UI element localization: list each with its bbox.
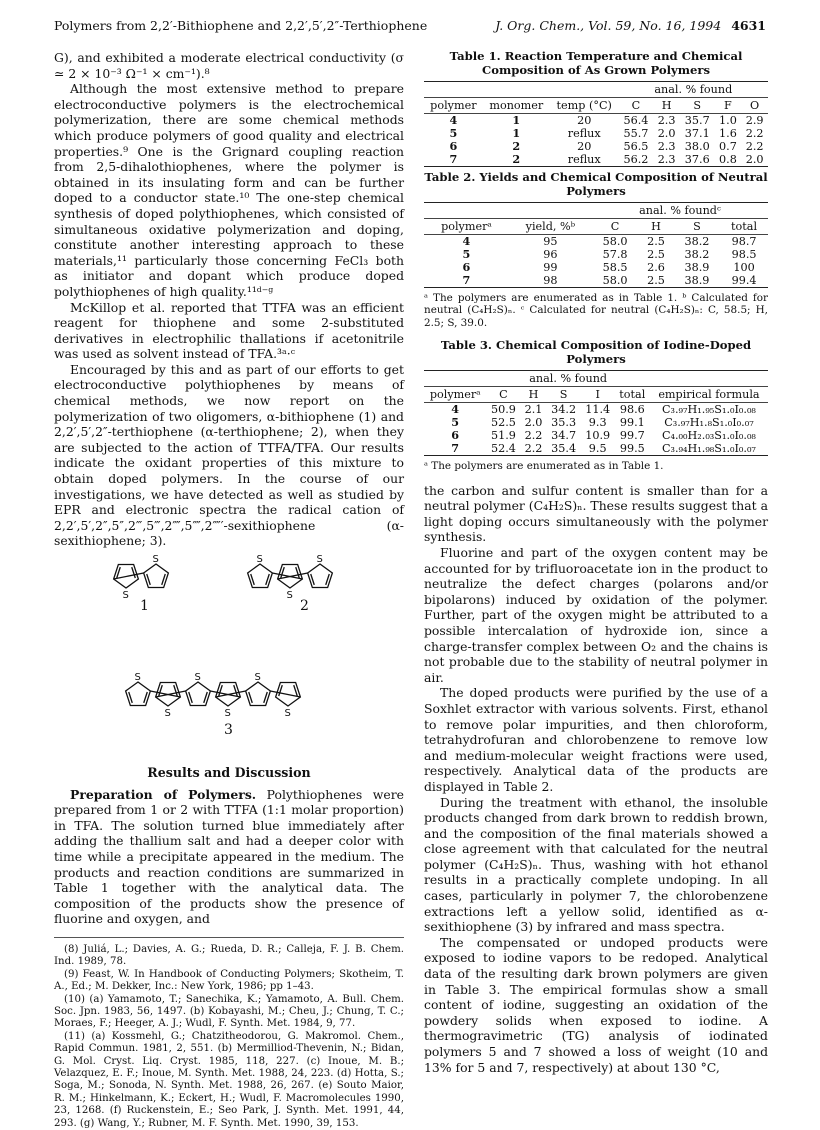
table-cell: 5 — [462, 247, 471, 261]
table-cell: 56.2 — [623, 153, 649, 166]
table-cell: 99.1 — [619, 416, 645, 430]
table-cell: 38.2 — [684, 248, 710, 261]
references — [54, 937, 404, 1130]
table-header-cell: polymer — [424, 98, 483, 114]
table-cell: 2.1 — [524, 403, 543, 417]
table-cell: 52.5 — [490, 416, 516, 430]
table-cell: 11.4 — [585, 403, 611, 417]
table-cell: 4 — [451, 402, 460, 417]
paragraph-text: Polythiophenes were prepared from 1 or 2 with TTFA (1:1 molar proportion) in TFA. The solution turned blue immediately after adding the thallium salt and had a deeper color with time while a precipitate appeared in the medium. The products and reaction conditions are summarized in Table 1 together with the analytical data. The composition of the products show the presence of fluorine and oxygen, and — [54, 786, 404, 927]
table-header-cell: total — [720, 219, 768, 235]
table-cell: 99.4 — [731, 274, 757, 287]
table-cell: 99.5 — [619, 442, 645, 456]
table-cell: C₃.₉₇H₁.₉₅S₁.₀I₀.₀₈ — [661, 403, 756, 417]
table-cell: 52.4 — [490, 442, 516, 456]
table-row — [424, 442, 768, 455]
table3-caption: Table 3. Chemical Composition of Iodine-Doped Polymers — [440, 338, 752, 366]
table-cell: 1 — [512, 126, 521, 140]
table-cell: 37.6 — [684, 153, 710, 166]
right-column — [424, 50, 768, 1075]
table3-footnote: ᵃ The polymers are enumerated as in Table 1. — [424, 460, 664, 473]
table-cell: 34.2 — [551, 403, 577, 417]
table-cell: 20 — [577, 114, 592, 127]
table-cell: 2.5 — [647, 274, 665, 287]
sulfur-atom-label: S — [256, 555, 263, 565]
table-cell: 2.6 — [647, 261, 665, 274]
paragraph: The doped products were purified by the use of a Soxhlet extractor with various solvents. First, ethanol to remove polar impurities, and then chloroform, tetrahydrofuran and chlorobenzene to remove low and medium-molecular weight fractions were used, respectively. Analytical data of the products are displayed in Table 2. — [424, 685, 768, 794]
table-cell: 56.4 — [623, 114, 649, 127]
table-header-cell: S — [680, 98, 715, 114]
table-cell: C₄.₀₀H₂.₀₃S₁.₀I₀.₀₈ — [661, 429, 756, 443]
table-row — [424, 248, 768, 261]
sulfur-atom-label: S — [284, 708, 291, 719]
table-cell: 4 — [462, 234, 471, 248]
paragraph: the carbon and sulfur content is smaller than for a neutral polymer (C₄H₂S)ₙ. These results suggest that a light doping occurs simultaneously with the polymer synthesis. — [424, 482, 768, 545]
table-cell: 51.9 — [490, 429, 516, 443]
table-cell: 2.3 — [657, 140, 676, 153]
table3-group-header: anal. % found — [486, 371, 649, 387]
chemical-structures — [54, 555, 404, 755]
table-cell: 7 — [451, 441, 460, 456]
table-header-cell: total — [615, 387, 650, 403]
table-cell: 56.5 — [623, 140, 649, 153]
table-cell: 35.4 — [551, 442, 577, 456]
table-header-cell: I — [581, 387, 615, 403]
table-cell: 98.7 — [731, 235, 757, 248]
table-cell: 98.6 — [619, 403, 645, 417]
sulfur-atom-label: S — [164, 708, 171, 719]
table-cell: 1.0 — [719, 114, 737, 127]
table-cell: 98.5 — [731, 248, 757, 261]
table-cell: 2.5 — [647, 235, 665, 248]
table-header-cell: C — [486, 387, 520, 403]
table1-group-header: anal. % found — [619, 82, 768, 98]
table-cell: 38.2 — [684, 235, 710, 248]
table-header-cell: C — [592, 219, 638, 235]
table-cell: 35.3 — [551, 416, 577, 430]
left-column — [54, 50, 404, 1130]
paragraph: Encouraged by this and as part of our efforts to get electroconductive polythiophenes by means of chemical methods, we now report on the polymerization of two oligomers, α-bithiophene (1) and 2,2′,5′,2″-terthiophene (α-terthiophene; 2), when they are subjected to the action of TTFA/TFA. Our results indicate the oxidant properties of this mixture to obtain doped polymers. In the course of our investigations, we have detected as well as studied by EPR and electronic spectra the radical cation of 2,2′,5′,2″,5″,2‴,5‴,2⁗,5⁗,2⁗′-sexithiophene (α-sexithiophene; 3). — [54, 361, 404, 549]
table-header-cell: H — [653, 98, 680, 114]
table1 — [424, 81, 768, 167]
sulfur-atom-label: S — [286, 590, 293, 601]
table-row — [424, 429, 768, 442]
table-cell: 10.9 — [585, 429, 611, 443]
table1-caption: Table 1. Reaction Temperature and Chemical Composition of As Grown Polymers — [449, 49, 743, 77]
table-row — [424, 274, 768, 287]
table3-header-row — [424, 387, 768, 403]
table-cell: 2.0 — [524, 416, 543, 430]
table-header-cell: polymerᵃ — [424, 219, 509, 235]
reference-item: (9) Feast, W. In Handbook of Conducting Polymers; Skotheim, T. A., Ed.; M. Dekker, Inc.: New York, 1986; pp 1–43. — [54, 968, 404, 993]
reference-item: (10) (a) Yamamoto, T.; Sanechika, K.; Yamamoto, A. Bull. Chem. Soc. Jpn. 1983, 56, 1497. (b) Kobayashi, M.; Cheu, J.; Chung, T. C.; Moraes, F.; Heeger, A. J.; Wudl, F. Synth. Met. 1984, 9, 77. — [54, 993, 404, 1030]
paragraph: During the treatment with ethanol, the insoluble products changed from dark brown to reddish brown, and the composition of the final materials showed a close agreement with that calculated for the neutral polymer (C₄H₂S)ₙ. Thus, washing with hot ethanol results in a practically complete undoping. In all cases, particularly in polymer 7, the chlorobenzene extractions left a yellow solid, identified as α-sexithiophene (3) by infrared and mass spectra. — [424, 794, 768, 935]
table-header-cell: S — [674, 219, 720, 235]
table-cell: 100 — [733, 261, 755, 274]
paragraph: Fluorine and part of the oxygen content may be accounted for by trifluoroacetate ion in the product to neutralize the defect charges (polarons and/or bipolarons) induced by oxidation of the polymer. Further, part of the oxygen might be attributed to a possible intercalation of hydroxide ion, since a charge-transfer complex between O₂ and the chains is not probable due to the stability of neutral polymer in air. — [424, 545, 768, 685]
table2-caption: Table 2. Yields and Chemical Composition of Neutral Polymers — [424, 170, 768, 198]
table-header-cell: temp (°C) — [550, 98, 619, 114]
table-cell: 0.8 — [719, 153, 737, 166]
subsection-heading: Preparation of Polymers. — [70, 786, 257, 802]
table-cell: 34.7 — [551, 429, 577, 443]
table-cell: 2 — [512, 152, 521, 166]
table-cell: 58.5 — [602, 261, 628, 274]
paragraph: McKillop et al. reported that TTFA was an efficient reagent for thiophene and some 2-substituted derivatives in electrophilic thallations if acetonitrile was used as solvent instead of TFA.³ᵃ·ᶜ — [54, 299, 404, 362]
sulfur-atom-label: S — [122, 590, 129, 601]
table-cell: 2 — [512, 139, 521, 153]
table-cell: 1 — [512, 113, 521, 127]
table-cell: 6 — [449, 139, 458, 153]
table-row — [424, 403, 768, 417]
table-header-cell: monomer — [483, 98, 550, 114]
sulfur-atom-label: S — [134, 672, 141, 683]
table-cell: 9.5 — [588, 442, 607, 456]
table-cell: 2.0 — [657, 127, 676, 140]
paragraph: Although the most extensive method to prepare electroconductive polymers is the electrochemical polymerization, there are some chemical methods which produce polymers of good quality and electrical properties.⁹ One is the Grignard coupling reaction from 2,5-dihalothiophenes, where the polymer is obtained in its insulating form and can be further doped to a conductor state.¹⁰ The one-step chemical synthesis of doped polythiophenes, which consisted of simultaneous oxidative polymerization and doping, constitute another interesting approach to these materials,¹¹ particularly those concerning FeCl₃ both as initiator and dopant which produce doped polythiophenes of high quality.¹¹ᵈ⁻ᵍ — [54, 81, 404, 299]
table-cell: 0.7 — [719, 140, 737, 153]
table-cell: 96 — [543, 248, 558, 261]
table-cell: 2.2 — [524, 442, 543, 456]
table-cell: 2.2 — [524, 429, 543, 443]
reference-item: (11) (a) Kossmehl, G.; Chatzitheodorou, G. Makromol. Chem., Rapid Commun. 1981, 2, 551. (b) Mermilliod-Thevenin, N.; Bidan, G. Mol. Cryst. Liq. Cryst. 1985, 118, 227. (c) Inoue, M. B.; Velazquez, E. F.; Inoue, M. Synth. Met. 1988, 24, 223. (d) Hotta, S.; Soga, M.; Sonoda, N. Synth. Met. 1988, 26, 267. (e) Souto Maior, R. M.; Hinkelmann, K.; Eckert, H.; Wudl, F. Macromolecules 1990, 23, 1268. (f) Ruckenstein, E.; Seo Park, J. Synth. Met. 1991, 44, 293. (g) Wang, Y.; Rubner, M. F. Synth. Met. 1990, 39, 153. — [54, 1030, 404, 1129]
paragraph: G), and exhibited a moderate electrical conductivity (σ ≃ 2 × 10⁻³ Ω⁻¹ × cm⁻¹).⁸ — [54, 50, 404, 81]
sulfur-atom-label: S — [152, 555, 159, 565]
table-cell: reflux — [567, 153, 601, 166]
table-header-cell: H — [520, 387, 546, 403]
table-cell: 55.7 — [623, 127, 649, 140]
table-cell: 38.9 — [684, 261, 710, 274]
table-header-cell: yield, %ᵇ — [509, 219, 592, 235]
table-header-cell: H — [638, 219, 674, 235]
table3 — [424, 370, 768, 456]
page-number: 4631 — [731, 18, 766, 33]
table-cell: 2.3 — [657, 153, 676, 166]
table-header-cell: polymerᵃ — [424, 387, 486, 403]
table-cell: 4 — [449, 113, 458, 127]
table2 — [424, 202, 768, 288]
table-header-cell: empirical formula — [650, 387, 768, 403]
table-row — [424, 261, 768, 274]
table-cell: 58.0 — [602, 274, 628, 287]
sulfur-atom-label: S — [224, 708, 231, 719]
table2-header-row — [424, 219, 768, 235]
table-cell: 99.7 — [619, 429, 645, 443]
table-cell: 2.9 — [745, 114, 764, 127]
table-cell: 6 — [462, 260, 471, 274]
sulfur-atom-label: S — [194, 672, 201, 683]
table-cell: 57.8 — [602, 248, 628, 261]
table-header-cell: S — [547, 387, 581, 403]
table-cell: 35.7 — [684, 114, 710, 127]
reference-item: (8) Juliá, L.; Davies, A. G.; Rueda, D. R.; Calleja, F. J. B. Chem. Ind. 1989, 78. — [54, 943, 404, 968]
table-row — [424, 153, 768, 166]
table-cell: 50.9 — [490, 403, 516, 417]
table-cell: 38.9 — [684, 274, 710, 287]
table-cell: C₃.₉₄H₁.₉₈S₁.₀I₀.₀₇ — [661, 442, 756, 456]
table-cell: 98 — [543, 274, 558, 287]
table-cell: 1.6 — [719, 127, 737, 140]
journal-citation: J. Org. Chem., Vol. 59, No. 16, 1994 — [495, 18, 722, 33]
table-row — [424, 140, 768, 153]
table-cell: 7 — [462, 273, 471, 287]
table-header-cell: C — [619, 98, 654, 114]
section-heading: Results and Discussion — [147, 765, 311, 780]
table1-header-row — [424, 98, 768, 114]
table-header-cell: F — [715, 98, 742, 114]
table-row — [424, 127, 768, 140]
structure-label-3: 3 — [224, 722, 233, 738]
table-cell: 5 — [449, 126, 458, 140]
header-journal — [495, 18, 766, 33]
table-cell: 2.3 — [657, 114, 676, 127]
table-row — [424, 235, 768, 249]
structure-label-2: 2 — [300, 598, 309, 614]
table2-group-header: anal. % foundᶜ — [592, 203, 768, 219]
header-title: Polymers from 2,2′-Bithiophene and 2,2′,5′,2″-Terthiophene — [54, 18, 428, 33]
table-cell: C₃.₉₇H₁.₈S₁.₀I₀.₀₇ — [664, 416, 754, 430]
table-cell: 95 — [543, 235, 558, 248]
table-cell: 9.3 — [588, 416, 607, 430]
table-cell: 37.1 — [684, 127, 710, 140]
table-cell: 2.5 — [647, 248, 665, 261]
structure-label-1: 1 — [140, 598, 149, 614]
table-cell: 99 — [543, 261, 558, 274]
table-cell: 2.0 — [745, 153, 764, 166]
running-header — [54, 18, 766, 36]
table-cell: 6 — [451, 428, 460, 443]
table-cell: 2.2 — [745, 140, 764, 153]
table-cell: 2.2 — [745, 127, 764, 140]
table-cell: 38.0 — [684, 140, 710, 153]
table-cell: reflux — [567, 127, 601, 140]
table2-footnote: ᵃ The polymers are enumerated as in Table 1. ᵇ Calculated for neutral (C₄H₂S)ₙ. ᶜ Calculated for neutral (C₄H₂S)ₙ: C, 58.5; H, 2.5; S, 39.0. — [424, 292, 768, 329]
table-cell: 58.0 — [602, 235, 628, 248]
table-cell: 20 — [577, 140, 592, 153]
table-row — [424, 114, 768, 128]
sulfur-atom-label: S — [316, 555, 323, 565]
sulfur-atom-label: S — [254, 672, 261, 683]
table-cell: 7 — [449, 152, 458, 166]
table-cell: 5 — [451, 415, 460, 430]
table-row — [424, 416, 768, 429]
paragraph: The compensated or undoped products were exposed to iodine vapors to be redoped. Analytical data of the resulting dark brown polymers are given in Table 3. The empirical formulas show a small content of iodine, suggesting an oxidation of the powdery solids when exposed to iodine. A thermogravimetric (TG) analysis of iodinated polymers 5 and 7 showed a loss of weight (10 and 13% for 5 and 7, respectively) at about 130 °C, — [424, 934, 768, 1075]
paragraph — [54, 787, 404, 927]
table-header-cell: O — [741, 98, 768, 114]
